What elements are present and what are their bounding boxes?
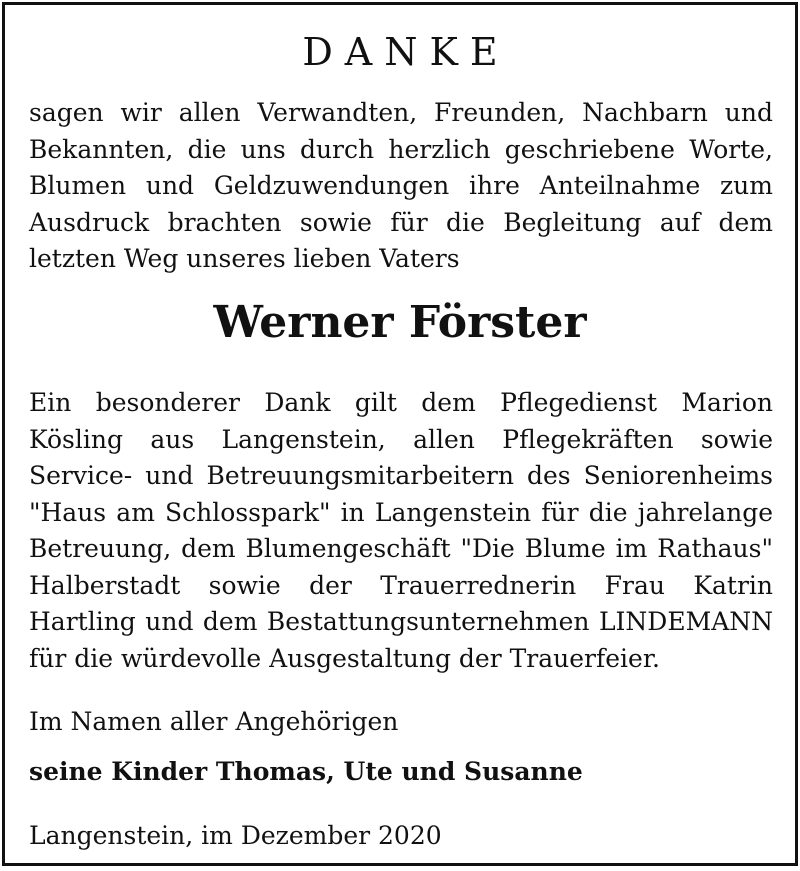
on-behalf-line: Im Namen aller Angehörigen <box>29 707 399 736</box>
notice-heading: DANKE <box>302 30 510 74</box>
deceased-name: Werner Förster <box>213 297 587 348</box>
death-notice-frame <box>2 2 798 866</box>
special-thanks-paragraph: Ein besonderer Dank gilt dem Pflegedienst Marion Kösling aus Langenstein, allen Pflegekräften sowie Service- und Betreuungsmitarbeitern des Seniorenheims "Haus am Schlosspark" in Langenstein für die jahrelange Betreuung, dem Blumengeschäft "Die Blume im Rathaus" Halberstadt sowie der Trauerrednerin Frau Katrin Hartling und dem Bestattungsunternehmen LINDEMANN für die würdevolle Ausgestaltung der Trauerfeier. <box>29 388 773 673</box>
signatories-line: seine Kinder Thomas, Ute und Susanne <box>29 757 583 786</box>
place-date-line: Langenstein, im Dezember 2020 <box>29 821 442 850</box>
intro-paragraph: sagen wir allen Verwandten, Freunden, Nachbarn und Bekannten, die uns durch herzlich geschriebene Worte, Blumen und Geldzuwendungen ihre Anteilnahme zum Ausdruck brachten sowie für die Begleitung auf dem letzten Weg unseres lieben Vaters <box>29 98 773 273</box>
